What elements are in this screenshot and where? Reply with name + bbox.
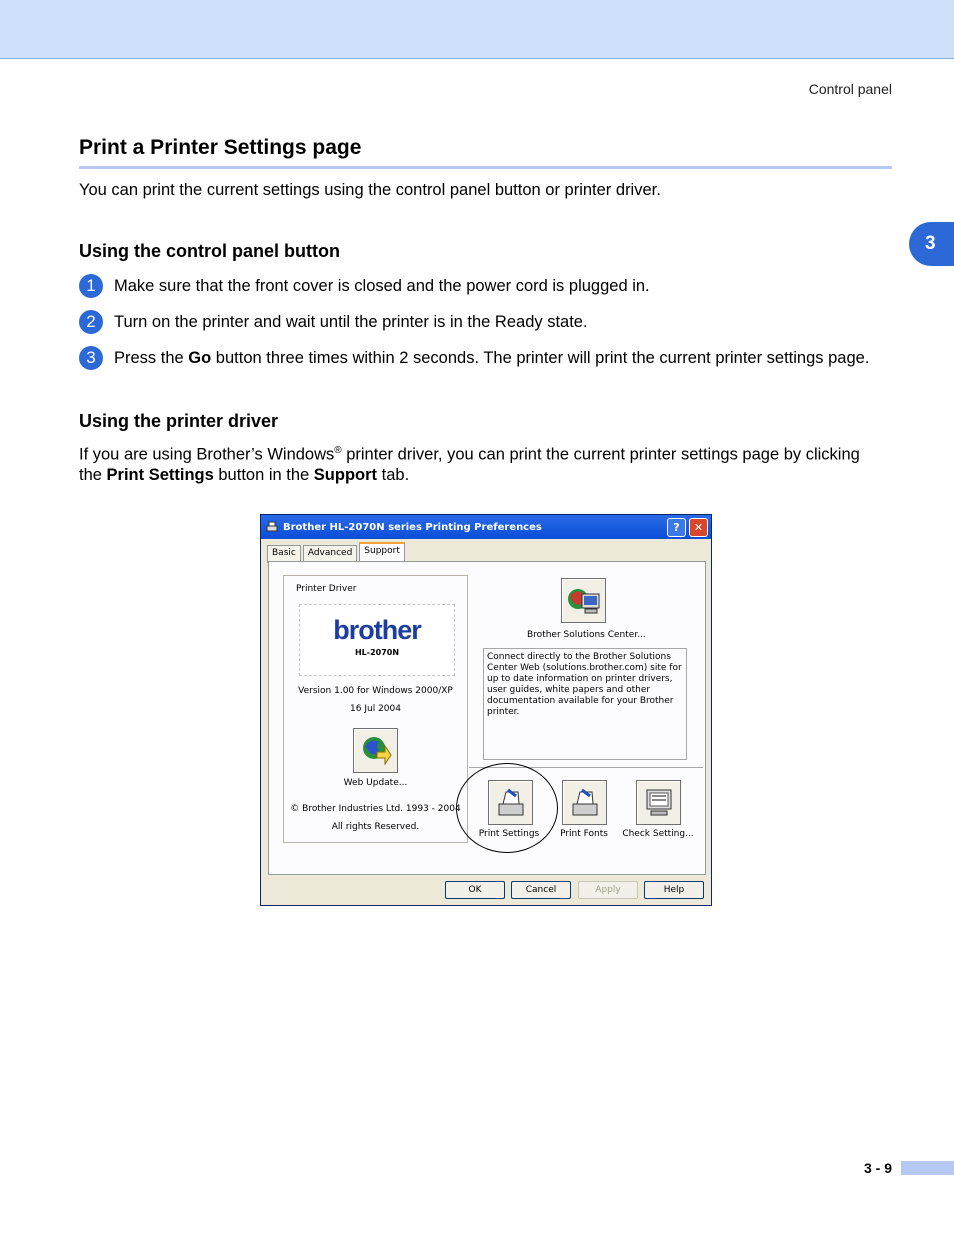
tab-basic[interactable]: Basic [267,545,301,563]
print-fonts-label: Print Fonts [560,829,608,839]
dialog-titlebar[interactable] [261,515,711,539]
web-update-label: Web Update... [343,778,408,788]
chapter-tab: 3 [909,222,954,266]
header-band [0,0,954,59]
globe-computer-icon [566,584,602,618]
help-button[interactable]: Help [644,881,704,899]
step-number: 3 [79,346,103,370]
close-icon[interactable]: ✕ [689,518,708,537]
step-number: 1 [79,274,103,298]
print-fonts-button[interactable] [562,780,607,825]
check-setting-label: Check Setting... [622,829,694,839]
ok-button[interactable]: OK [445,881,505,899]
brother-logo: brother HL-2070N [299,604,455,676]
solutions-center-button[interactable] [561,578,606,623]
tab-support[interactable]: Support [359,542,405,564]
section-heading-control-panel: Using the control panel button [79,241,340,261]
step-1 [79,274,650,298]
printer-icon [568,786,602,820]
globe-update-icon [359,734,393,768]
driver-paragraph: If you are using Brother’s Windows® printer driver, you can print the current printer settings page by clicking the Print Settings button in the Support tab. [79,445,860,484]
check-setting-button[interactable] [636,780,681,825]
page-number: 3 - 9 [864,1160,893,1176]
group-label: Printer Driver [296,584,357,594]
help-icon[interactable]: ? [667,518,686,537]
step-number: 2 [79,310,103,334]
intro-paragraph: You can print the current settings using the control panel button or printer driver. [79,181,661,199]
section-label: Control panel [808,81,892,97]
description-box: Connect directly to the Brother Solutions Center Web (solutions.brother.com) site for up to date information on printer drivers, user guides, white papers and other documentation available for your Brother printer. [483,648,687,760]
model-name: HL-2070N [354,648,400,657]
highlight-circle [456,763,558,853]
printer-icon [265,520,279,534]
step-2 [79,310,588,334]
solutions-center-label: Brother Solutions Center... [527,630,646,640]
page-title: Print a Printer Settings page [79,136,362,159]
version-text: Version 1.00 for Windows 2000/XP [298,686,453,696]
footer-bar [901,1161,954,1175]
version-date: 16 Jul 2004 [350,704,401,714]
step-text: Press the Go button three times within 2 seconds. The printer will print the current printer settings page. [114,348,870,367]
printer-driver-group [283,575,468,843]
print-settings-label: Print Settings [478,829,540,839]
title-rule [79,166,892,169]
step-3 [79,346,869,370]
rights-text: All rights Reserved. [331,822,420,832]
web-update-button[interactable] [353,728,398,773]
monitor-icon [642,786,676,820]
section-heading-printer-driver: Using the printer driver [79,411,279,431]
step-text: Make sure that the front cover is closed and the power cord is plugged in. [114,276,650,295]
tab-advanced[interactable]: Advanced [303,545,357,563]
dialog-title: Brother HL-2070N series Printing Preferences [283,521,542,533]
cancel-button[interactable]: Cancel [511,881,571,899]
copyright-text: © Brother Industries Ltd. 1993 - 2004 [290,804,461,814]
apply-button[interactable]: Apply [578,881,638,899]
step-text: Turn on the printer and wait until the printer is in the Ready state. [114,312,588,331]
